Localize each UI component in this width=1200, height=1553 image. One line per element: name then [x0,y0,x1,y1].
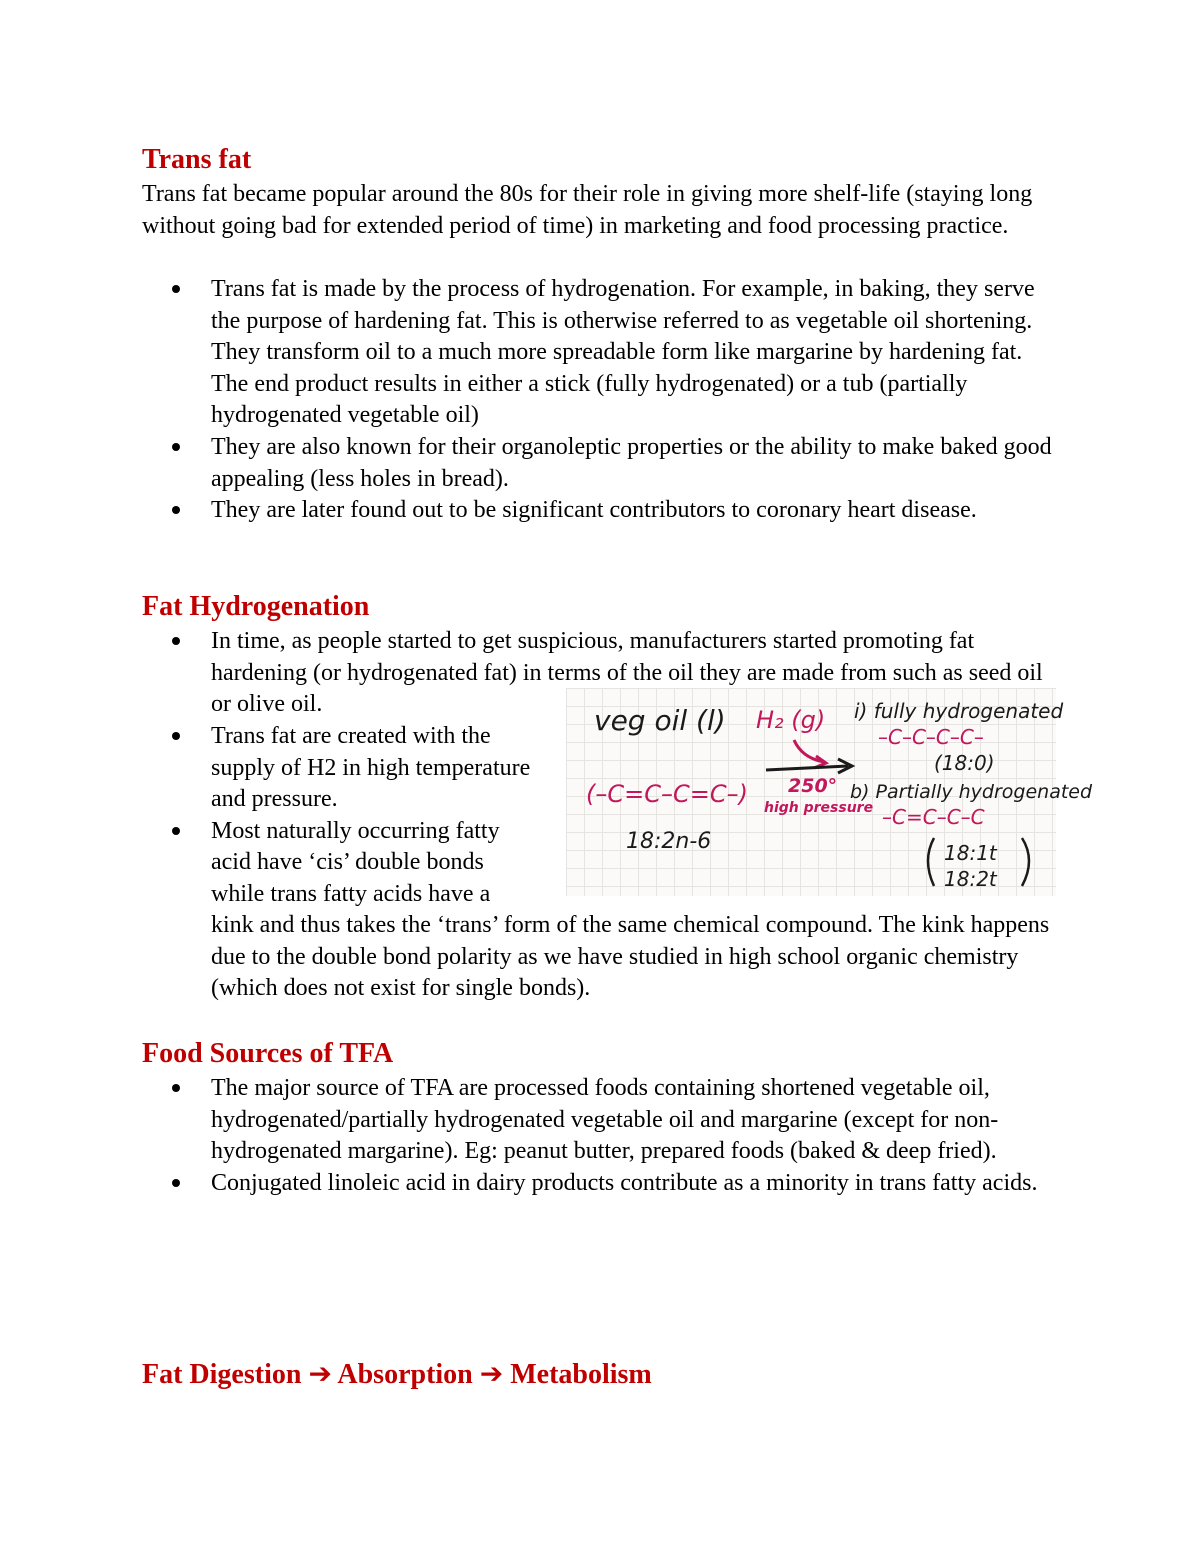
open-paren-icon [928,838,934,886]
list-item: Trans fat is made by the process of hydrogenation. For example, in baking, they serve the purpose of hardening fat. This is otherwise referred to as vegetable oil shortening. They transform oil to a much more spreadable form like margarine by hardening fat. The end product results in either a stick (fully hydrogenated) or a tub (partially hydrogenated vegetable oil) [172,274,1062,432]
bullet-icon [172,637,180,645]
digestion-label: Fat Digestion [142,1359,302,1390]
partially-hydrogenated-label: b) Partially hydrogenated [850,781,1093,803]
trans-fat-bullet-list [172,274,1062,527]
partially-hydrogenated-formula: –C=C–C–C [882,805,985,829]
bullet-icon [172,1179,180,1187]
bullet-icon [172,285,180,293]
hydrogenation-bullet-continuation: kink and thus takes the ‘trans’ form of the same chemical compound. The kink happens due to the double bond polarity as we have studied in high school organic chemistry (which does not exist for single bonds). [211,912,1050,1002]
hydrogenation-handwritten-figure [566,688,1093,896]
absorption-label: Absorption [337,1359,473,1390]
fully-hydrogenated-label: i) fully hydrogenated [854,699,1064,723]
hydrogenation-bullet-list-narrow [172,721,532,911]
linoleic-ratio: 18:2n-6 [626,829,712,854]
section-heading-fat-hydrogenation: Fat Hydrogenation [142,591,370,622]
list-item: Conjugated linoleic acid in dairy products contribute as a minority in trans fatty acids. [172,1168,1062,1200]
list-item: They are also known for their organoleptic properties or the ability to make baked good appealing (less holes in bread). [172,432,1062,495]
close-paren-icon [1022,838,1029,886]
right-arrow-icon: ➔ [479,1357,504,1390]
metabolism-label: Metabolism [510,1359,652,1390]
bullet-icon [172,506,180,514]
list-item: Most naturally occurring fatty acid have ‘cis’ double bonds while trans fatty acids have a [172,816,532,911]
partial-ratio-1: 18:1t [944,841,997,865]
fully-hydrogenated-ratio: (18:0) [934,751,995,775]
bullet-icon [172,443,180,451]
partial-ratio-2: 18:2t [944,867,997,891]
pressure-label: high pressure [764,800,874,816]
bullet-icon [172,1084,180,1092]
list-item: The major source of TFA are processed foods containing shortened vegetable oil, hydrogenated/partially hydrogenated vegetable oil and margarine (except for non-hydrogenated margarine). Eg: peanut butter, prepared foods (baked & deep fried). [172,1073,1062,1168]
reaction-arrow-icon [766,766,848,770]
food-sources-bullet-list [172,1073,1062,1199]
temperature-label: 250° [788,775,838,797]
list-item: Trans fat are created with the supply of H2 in high temperature and pressure. [172,721,532,816]
veg-oil-label: veg oil (l) [594,704,726,737]
bullet-icon [172,827,180,835]
list-item: They are later found out to be significant contributors to coronary heart disease. [172,495,1062,527]
list-item: In time, as people started to get suspicious, manufacturers started promoting fat hardening (or hydrogenated fat) in terms of the oil they are made from such as seed oil or olive oil. [172,626,1062,721]
section-heading-food-sources: Food Sources of TFA [142,1038,394,1069]
trans-fat-intro: Trans fat became popular around the 80s for their role in giving more shelf-life (staying long without going bad for extended period of time) in marketing and food processing practice. [142,181,1033,239]
hydrogenation-diagram [566,688,1093,896]
fully-hydrogenated-formula: –C–C–C–C– [878,725,984,749]
linoleic-formula: (–C=C–C=C–) [586,780,748,808]
bullet-icon [172,732,180,740]
section-heading-trans-fat: Trans fat [142,144,252,175]
right-arrow-icon: ➔ [308,1357,332,1390]
section-heading-digestion [142,1358,652,1391]
h2-gas-label: H₂ (g) [756,706,826,734]
